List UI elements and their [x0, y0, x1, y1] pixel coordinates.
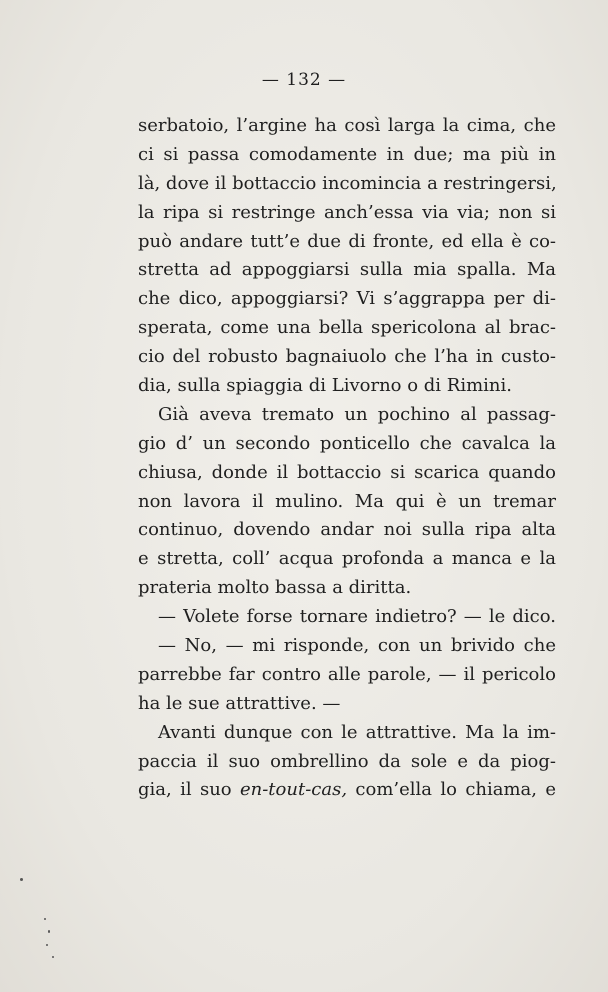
scan-speck — [52, 956, 54, 958]
text-line: paccia il suo ombrellino da sole e da piog- — [138, 750, 556, 772]
text-line: sperata, come una bella spericolona al brac- — [138, 317, 556, 339]
text-line: la ripa si restringe anch’essa via via; non si — [138, 201, 556, 223]
scan-speck — [48, 930, 50, 933]
text-line: dia, sulla spiaggia di Livorno o di Rimini. — [138, 375, 512, 397]
text-line: e stretta, coll’ acqua profonda a manca e la — [138, 548, 556, 570]
text-line: prateria molto bassa a diritta. — [138, 577, 412, 599]
text-segment: gia, il suo — [138, 779, 240, 801]
page-number: — 132 — — [261, 70, 347, 90]
text-line: ci si passa comodamente in due; ma più in — [138, 143, 556, 165]
scan-speck — [44, 918, 46, 920]
text-line: chiusa, donde il bottaccio si scarica quando — [138, 461, 556, 483]
text-line: ha le sue attrattive. — — [138, 692, 341, 714]
text-line: cio del robusto bagnaiuolo che l’ha in custo- — [138, 346, 556, 368]
scan-speck — [20, 878, 23, 881]
text-line: che dico, appoggiarsi? Vi s’aggrappa per di- — [138, 288, 556, 310]
text-line: può andare tutt’e due di fronte, ed ella è co- — [138, 230, 556, 252]
text-line: — Volete forse tornare indietro? — le dico. — [158, 606, 556, 628]
text-line: serbatoio, l’argine ha così larga la cima, che — [138, 115, 556, 136]
text-line: Già aveva tremato un pochino al passag- — [158, 403, 556, 425]
text-line: stretta ad appoggiarsi sulla mia spalla. Ma — [138, 259, 556, 281]
text-segment: com’ella lo chiama, e — [347, 779, 557, 801]
text-line: Avanti dunque con le attrattive. Ma la im- — [158, 721, 556, 743]
text-line: non lavora il mulino. Ma qui è un tremar — [138, 490, 556, 512]
text-line: continuo, dovendo andar noi sulla ripa alta — [138, 519, 556, 541]
text-line: là, dove il bottaccio incomincia a restringersi, — [138, 172, 557, 194]
body-text — [138, 112, 556, 805]
italic-term: en-tout-cas, — [239, 779, 348, 801]
text-line: gio d’ un secondo ponticello che cavalca la — [138, 432, 556, 454]
scan-speck — [46, 944, 48, 946]
text-line: parrebbe far contro alle parole, — il pericolo — [138, 663, 556, 685]
text-line: — No, — mi risponde, con un brivido che — [158, 635, 556, 657]
text-line-mixed — [138, 776, 556, 805]
